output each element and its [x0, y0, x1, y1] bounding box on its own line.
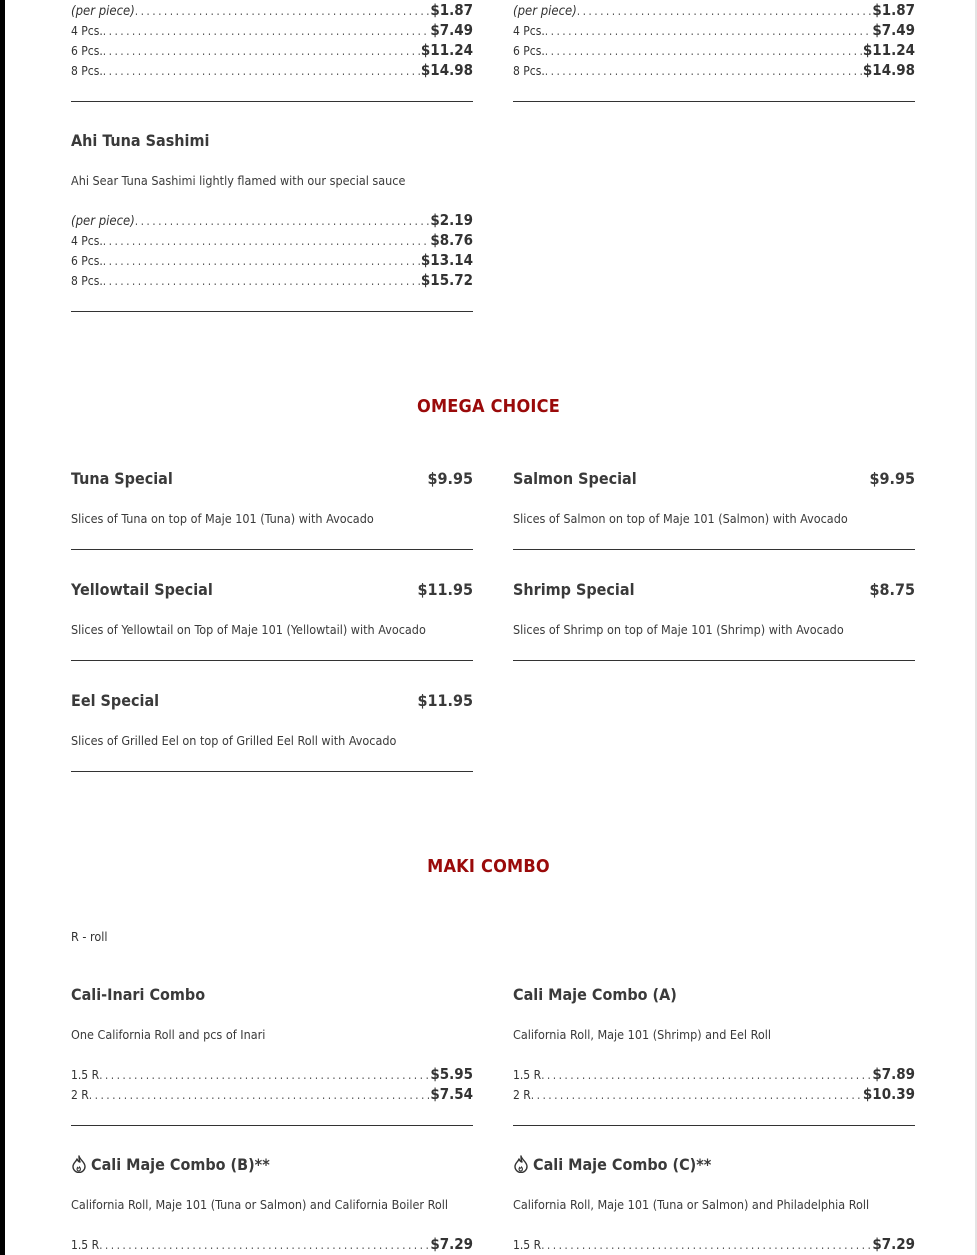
price-value: $14.98 [862, 61, 915, 79]
divider [71, 1125, 473, 1126]
divider [71, 771, 473, 772]
price-label: 4 Pcs. [513, 24, 545, 38]
divider [513, 1125, 915, 1126]
price-line [71, 231, 473, 251]
price-label: 6 Pcs. [513, 44, 545, 58]
price-line [71, 1085, 473, 1105]
item-price: $11.95 [417, 691, 473, 710]
price-value: $10.39 [862, 1085, 915, 1103]
item-description: Ahi Sear Tuna Sashimi lightly flamed with our special sauce [71, 173, 406, 188]
dot-leader [103, 235, 431, 247]
item-title: Shrimp Special [513, 580, 635, 599]
item-title-wrap [71, 1155, 270, 1177]
price-value: $1.87 [430, 1, 473, 19]
price-value: $8.76 [430, 231, 473, 249]
price-label: 1.5 R [71, 1068, 100, 1082]
item-description: Slices of Grilled Eel on top of Grilled Eel Roll with Avocado [71, 733, 397, 748]
price-value: $7.49 [430, 21, 473, 39]
dot-leader [545, 65, 863, 77]
price-line [513, 21, 915, 41]
price-line [71, 1065, 473, 1085]
price-value: $11.24 [420, 41, 473, 59]
price-line [513, 61, 915, 81]
divider [71, 101, 473, 102]
price-line [71, 1235, 473, 1255]
dot-leader [99, 1239, 430, 1251]
item-title: Yellowtail Special [71, 580, 213, 599]
dot-leader [545, 25, 873, 37]
dot-leader [135, 5, 431, 17]
divider [513, 101, 915, 102]
price-line [71, 41, 473, 61]
section-title-omega-choice: OMEGA CHOICE [417, 396, 560, 417]
flame-icon [513, 1155, 529, 1177]
item-description: Slices of Tuna on top of Maje 101 (Tuna) with Avocado [71, 511, 374, 526]
item-title: Cali Maje Combo (C)** [533, 1155, 712, 1174]
price-value: $7.49 [872, 21, 915, 39]
dot-leader [103, 45, 421, 57]
item-price: $11.95 [417, 580, 473, 599]
price-label: 1.5 R [513, 1068, 542, 1082]
price-label: 2 R [71, 1088, 89, 1102]
price-line [71, 271, 473, 291]
dot-leader [531, 1089, 863, 1101]
price-line [513, 1, 915, 21]
price-value: $7.54 [430, 1085, 473, 1103]
dot-leader [577, 5, 873, 17]
item-description: California Roll, Maje 101 (Tuna or Salmon) and Philadelphia Roll [513, 1197, 870, 1212]
price-value: $15.72 [420, 271, 473, 289]
item-title: Cali Maje Combo (B)** [91, 1155, 270, 1174]
price-value: $11.24 [862, 41, 915, 59]
item-title: Tuna Special [71, 469, 173, 488]
item-title: Cali Maje Combo (A) [513, 985, 677, 1004]
dot-leader [545, 45, 863, 57]
price-value: $7.29 [430, 1235, 473, 1253]
price-line [71, 21, 473, 41]
dot-leader [103, 255, 421, 267]
divider [513, 660, 915, 661]
price-value: $7.29 [872, 1235, 915, 1253]
item-price: $9.95 [427, 469, 473, 488]
divider [513, 549, 915, 550]
item-description: Slices of Yellowtail on Top of Maje 101 (Yellowtail) with Avocado [71, 622, 426, 637]
dot-leader [541, 1069, 872, 1081]
price-label: (per piece) [71, 214, 135, 229]
divider [71, 311, 473, 312]
flame-icon [71, 1155, 87, 1177]
price-value: $5.95 [430, 1065, 473, 1083]
section-title-maki-combo: MAKI COMBO [427, 856, 550, 877]
left-edge-bar [0, 0, 5, 1255]
item-description: Slices of Shrimp on top of Maje 101 (Shrimp) with Avocado [513, 622, 844, 637]
price-label: 2 R [513, 1088, 531, 1102]
item-description: California Roll, Maje 101 (Tuna or Salmon) and California Boiler Roll [71, 1197, 448, 1212]
price-line [513, 41, 915, 61]
dot-leader [99, 1069, 430, 1081]
price-label: 1.5 R [513, 1238, 542, 1252]
item-description: California Roll, Maje 101 (Shrimp) and Eel Roll [513, 1027, 772, 1042]
price-label: 6 Pcs. [71, 254, 103, 268]
price-label: 6 Pcs. [71, 44, 103, 58]
item-description: One California Roll and pcs of Inari [71, 1027, 266, 1042]
item-title: Cali-Inari Combo [71, 985, 206, 1004]
price-value: $7.89 [872, 1065, 915, 1083]
item-title: Ahi Tuna Sashimi [71, 131, 210, 150]
item-price: $8.75 [869, 580, 915, 599]
dot-leader [135, 215, 431, 227]
dot-leader [103, 275, 421, 287]
price-line [71, 211, 473, 231]
dot-leader [103, 65, 421, 77]
price-label: 4 Pcs. [71, 24, 103, 38]
price-value: $13.14 [420, 251, 473, 269]
price-value: $2.19 [430, 211, 473, 229]
divider [71, 549, 473, 550]
dot-leader [541, 1239, 872, 1251]
price-line [513, 1065, 915, 1085]
dot-leader [103, 25, 431, 37]
price-line [513, 1085, 915, 1105]
item-title: Eel Special [71, 691, 160, 710]
price-label: 1.5 R [71, 1238, 100, 1252]
price-value: $14.98 [420, 61, 473, 79]
price-label: 8 Pcs. [71, 64, 103, 78]
dot-leader [89, 1089, 431, 1101]
item-title: Salmon Special [513, 469, 637, 488]
price-line [71, 61, 473, 81]
item-title-wrap [513, 1155, 711, 1177]
price-label: 8 Pcs. [513, 64, 545, 78]
price-label: 8 Pcs. [71, 274, 103, 288]
divider [71, 660, 473, 661]
price-label: (per piece) [71, 4, 135, 19]
item-price: $9.95 [869, 469, 915, 488]
price-label: (per piece) [513, 4, 577, 19]
price-line [71, 251, 473, 271]
price-line [71, 1, 473, 21]
legend-note: R - roll [71, 929, 108, 944]
price-value: $1.87 [872, 1, 915, 19]
price-line [513, 1235, 915, 1255]
item-description: Slices of Salmon on top of Maje 101 (Salmon) with Avocado [513, 511, 848, 526]
price-label: 4 Pcs. [71, 234, 103, 248]
